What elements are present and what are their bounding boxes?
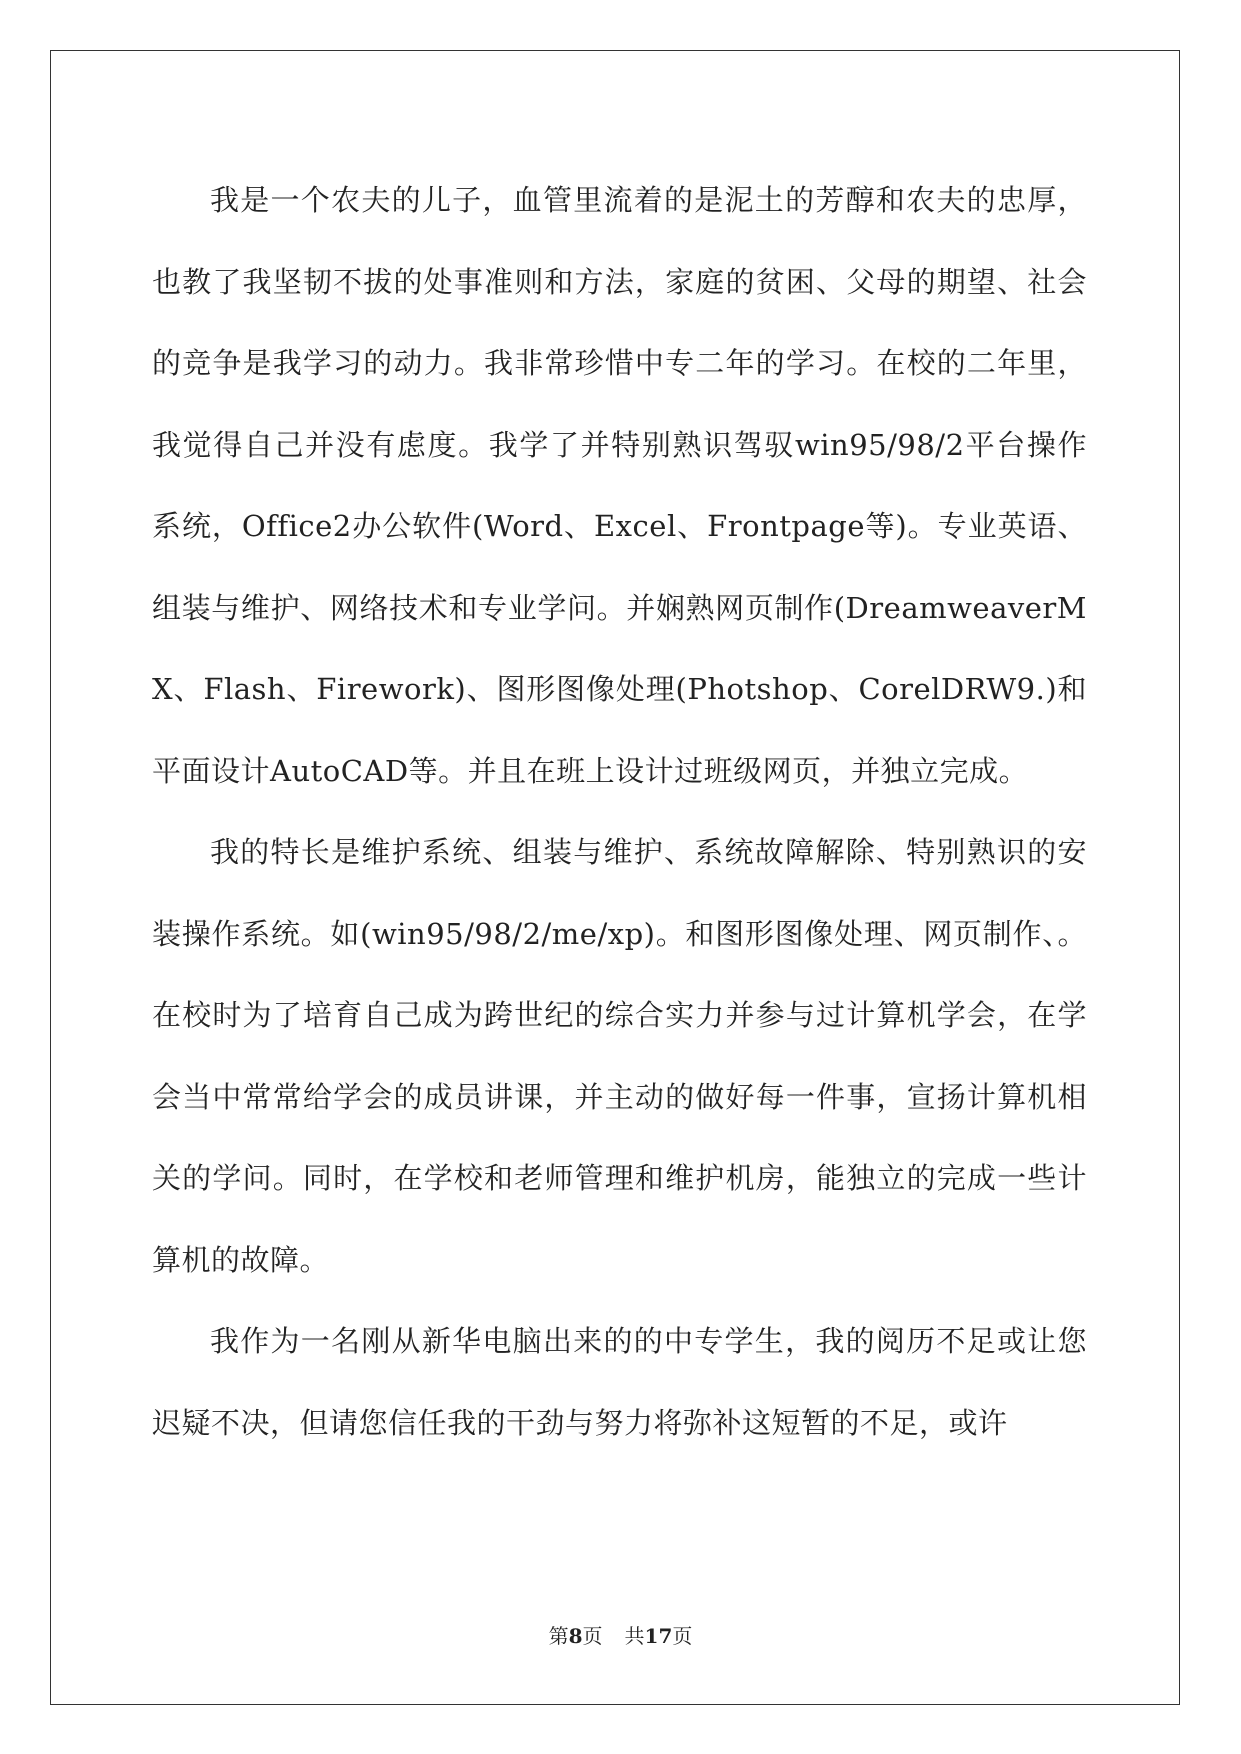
footer-total-prefix: 共 [624,1624,645,1648]
paragraph-1: 我是一个农夫的儿子，血管里流着的是泥土的芳醇和农夫的忠厚，也教了我坚韧不拔的处事准则和方法，家庭的贫困、父母的期望、社会的竞争是我学习的动力。我非常珍惜中专二年的学习。在校的二年里，我觉得自己并没有虑度。我学了并特别熟识驾驭win95/98/2平台操作系统，Office2办公软件(Word、Excel、Frontpage等)。专业英语、组装与维护、网络技术和专业学问。并娴熟网页制作(DreamweaverMX、Flash、Firework)、图形图像处理(Photshop、CorelDRW9.)和平面设计AutoCAD等。并且在班上设计过班级网页，并独立完成。 [152,183,1087,788]
footer-total-suffix: 页 [672,1624,693,1648]
page-footer [0,1620,1241,1649]
document-body [152,160,1087,1464]
footer-page-number: 8 [568,1624,583,1648]
footer-total-pages: 17 [644,1624,673,1648]
paragraph-3: 我作为一名刚从新华电脑出来的的中专学生，我的阅历不足或让您迟疑不决，但请您信任我的干劲与努力将弥补这短暂的不足，或许 [152,1324,1087,1440]
paragraph-2: 我的特长是维护系统、组装与维护、系统故障解除、特别熟识的安装操作系统。如(win95/98/2/me/xp)。和图形图像处理、网页制作、。在校时为了培育自己成为跨世纪的综合实力并参与过计算机学会，在学会当中常常给学会的成员讲课，并主动的做好每一件事，宣扬计算机相关的学问。同时，在学校和老师管理和维护机房，能独立的完成一些计算机的故障。 [152,835,1087,1277]
footer-page-prefix: 第 [548,1624,569,1648]
footer-page-suffix: 页 [582,1624,603,1648]
